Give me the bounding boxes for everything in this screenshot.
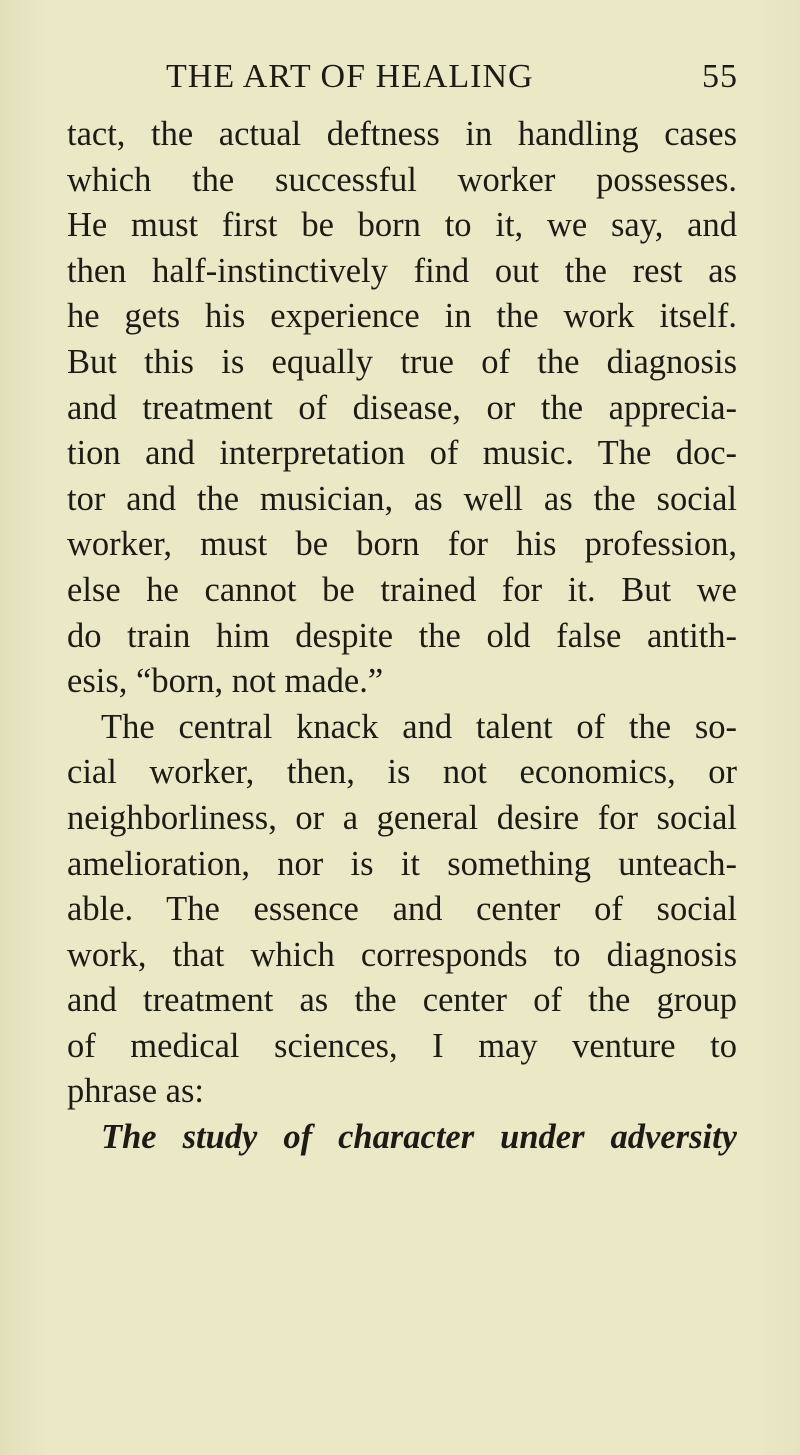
text-line: amelioration, nor is it something unteach- [67, 844, 737, 883]
paragraph-1 [67, 112, 737, 705]
text-line: work, that which corresponds to diagnosis [67, 935, 737, 974]
text-line: then half-instinctively find out the rest as [67, 251, 737, 290]
text-line: he gets his experience in the work itself. [67, 297, 737, 336]
text-line: else he cannot be trained for it. But we [67, 570, 737, 609]
page-number: 55 [702, 58, 738, 95]
text-line: which the successful worker possesses. [67, 160, 737, 199]
closing-line: The study of character under adversity [101, 1118, 737, 1157]
text-line: neighborliness, or a general desire for social [67, 798, 737, 837]
text-line: do train him despite the old false antith- [67, 616, 737, 655]
body-text [67, 112, 737, 1161]
text-line: esis, “born, not made.” [67, 662, 384, 701]
text-line: and treatment as the center of the group [67, 981, 737, 1020]
running-head [166, 50, 738, 104]
text-line: But this is equally true of the diagnosis [67, 342, 737, 381]
text-line: The central knack and talent of the so- [101, 707, 737, 746]
text-line: cial worker, then, is not economics, or [67, 753, 737, 792]
text-line: He must first be born to it, we say, and [67, 206, 737, 245]
text-line: tor and the musician, as well as the social [67, 479, 737, 518]
text-line: of medical sciences, I may venture to [67, 1026, 737, 1065]
text-line: tion and interpretation of music. The doc- [67, 434, 737, 473]
running-title: THE ART OF HEALING [166, 58, 534, 95]
text-line: worker, must be born for his profession, [67, 525, 737, 564]
text-line: and treatment of disease, or the apprecia- [67, 388, 737, 427]
text-line: phrase as: [67, 1072, 204, 1111]
paragraph-2 [67, 705, 737, 1115]
text-line: tact, the actual deftness in handling cases [67, 115, 737, 153]
text-line: able. The essence and center of social [67, 890, 737, 929]
